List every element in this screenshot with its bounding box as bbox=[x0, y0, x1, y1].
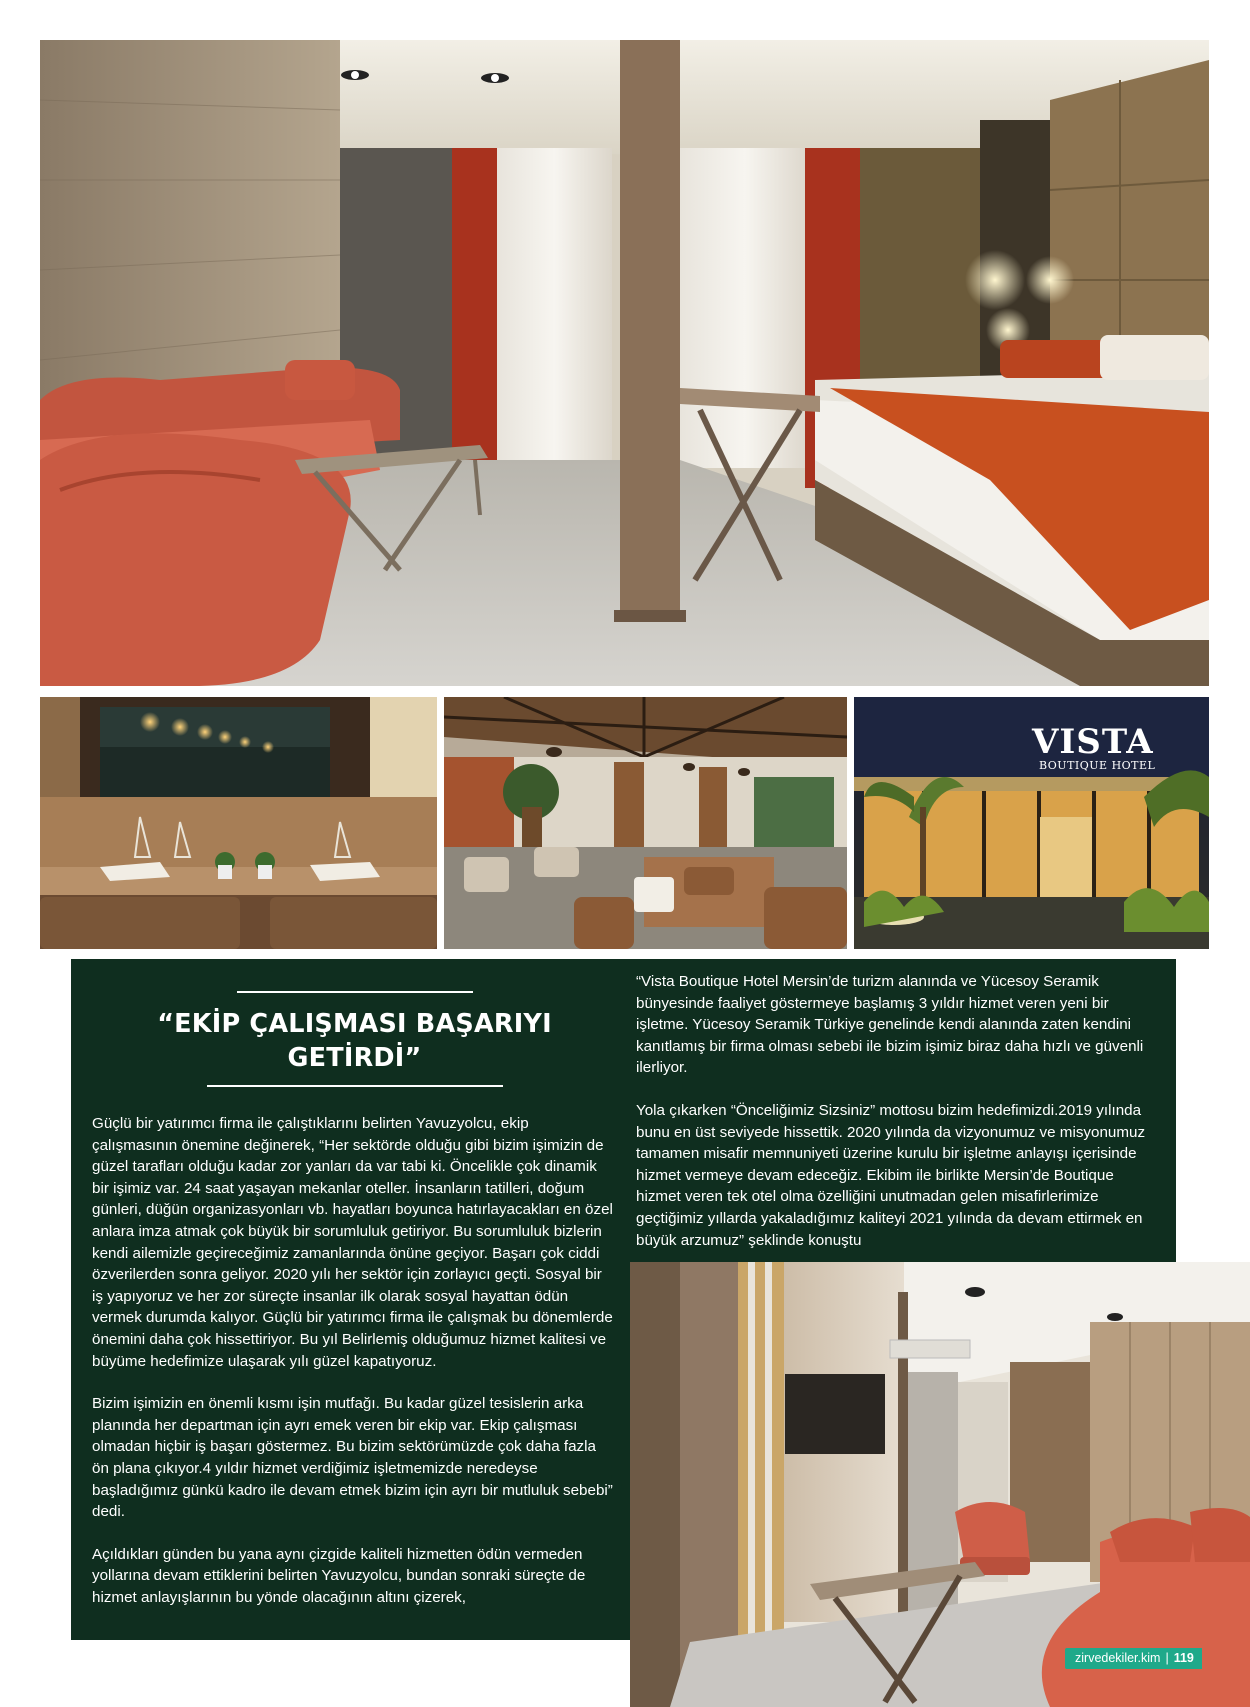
article-right-column bbox=[636, 971, 1156, 1251]
heading-rule-bottom bbox=[207, 1085, 503, 1087]
article-paragraph: Güçlü bir yatırımcı firma ile çalıştıklarını belirten Yavuzyolcu, ekip çalışmasının önemine değinerek, “Her sektörde olduğu gibi bizim işimizin de güzel tarafları olduğu kadar zor yanları da var tabi ki. Öncelikle çok dinamik bir işimiz var. 24 saat yaşayan mekanlar oteller. İnsanların tatilleri, doğum günleri, düğün organizasyonları vb. hayatları boyunca hatırlayacakları en özel anlara imza atmak çok büyük bir sorumluluk getiriyor. Bu sorumluluk bizlerin kendi ailemizle geçireceğimiz zamanlarında önüne geçiyor. Başarı çok ciddi özverilerden sonra geliyor. 2020 yılı her sektör için zorlayıcı geçti. Sosyal bir iş yapıyoruz ve her zor süreçte insanlar ilk olarak sosyal hayattan ödün vermek durumda kalıyor. Güçlü bir yatırımcı firma ile çalışmak bu dönemlerde önemini daha çok hissettiriyor. Bu yıl Belirlemiş olduğumuz hizmet kalitesi ve büyüme hedefimize ulaşarak yılı güzel kapatıyoruz. bbox=[92, 1115, 613, 1370]
page-footer-badge bbox=[1065, 1648, 1202, 1669]
article-paragraph: Açıldıkları günden bu yana aynı çizgide kaliteli hizmetten ödün vermeden yollarına devam ettiklerini belirten Yavuzyolcu, bundan sonraki süreçte de hizmet anlayışlarının bu yönde olacağının altını çizerek, bbox=[92, 1545, 586, 1606]
heading-rule-top bbox=[237, 991, 473, 993]
hotel-sign-name: VISTA bbox=[1032, 722, 1154, 762]
article-left-column bbox=[92, 975, 617, 1608]
restaurant-photo bbox=[40, 697, 437, 949]
lobby-photo bbox=[444, 697, 847, 949]
article-paragraph: “Vista Boutique Hotel Mersin’de turizm alanında ve Yücesoy Seramik bünyesinde faaliyet göstermeye başlamış 3 yıldır hizmet veren yeni bir işletme. Yücesoy Seramik Türkiye genelinde kendi alanında zaten kendini kanıtlamış bir firma olması sebebi ile bizim işimiz biraz daha hızlı ve güvenli ilerliyor. bbox=[636, 973, 1144, 1077]
hero-photo-hotel-room bbox=[40, 40, 1209, 686]
site-name: zirvedekiler.kim bbox=[1075, 1651, 1161, 1665]
hotel-exterior-photo bbox=[854, 697, 1209, 949]
suite-living-room-photo bbox=[630, 1262, 1250, 1707]
article-heading: “EKİP ÇALIŞMASI BAŞARIYI GETİRDİ” bbox=[157, 1009, 552, 1073]
footer-separator: | bbox=[1165, 1651, 1169, 1665]
article-paragraph: Yola çıkarken “Önceliğimiz Sizsiniz” mottosu bizim hedefimizdi.2019 yılında bunu en üst seviyede hissettik. 2020 yılında da vizyonumuz ve misyonumuz tamamen misafir memnuniyeti üzerine kurulu bir işletme anlayışı içerisinde hizmet vermeye devam edeceğiz. Ekibim ile birlikte Mersin’de Boutique hizmet veren tek otel olma özelliğini unutmadan gelen misafirlerimize geçtiğimiz yıllarda yakaladığımız kaliteyi 2021 yılında da devam ettirmek en büyük arzumuz” şeklinde konuştu bbox=[636, 1101, 1146, 1249]
hotel-sign-subtitle: BOUTIQUE HOTEL bbox=[1039, 759, 1156, 772]
article-paragraph: Bizim işimizin en önemli kısmı işin mutfağı. Bu kadar güzel tesislerin arka planında her departman için ayrı emek veren bir ekip var. Ekip çalışması olmadan hiçbir iş başarı göstermez. Bu bizim sektörümüzde çok daha fazla ön plana çıkıyor.4 yıldır hizmet verdiğimiz işletmemizde neredeyse başladığımız günkü kadro ile devam etmek bizim için ayrı bir mutluluk sebebi” dedi. bbox=[92, 1395, 613, 1521]
page-number: 119 bbox=[1173, 1651, 1194, 1665]
